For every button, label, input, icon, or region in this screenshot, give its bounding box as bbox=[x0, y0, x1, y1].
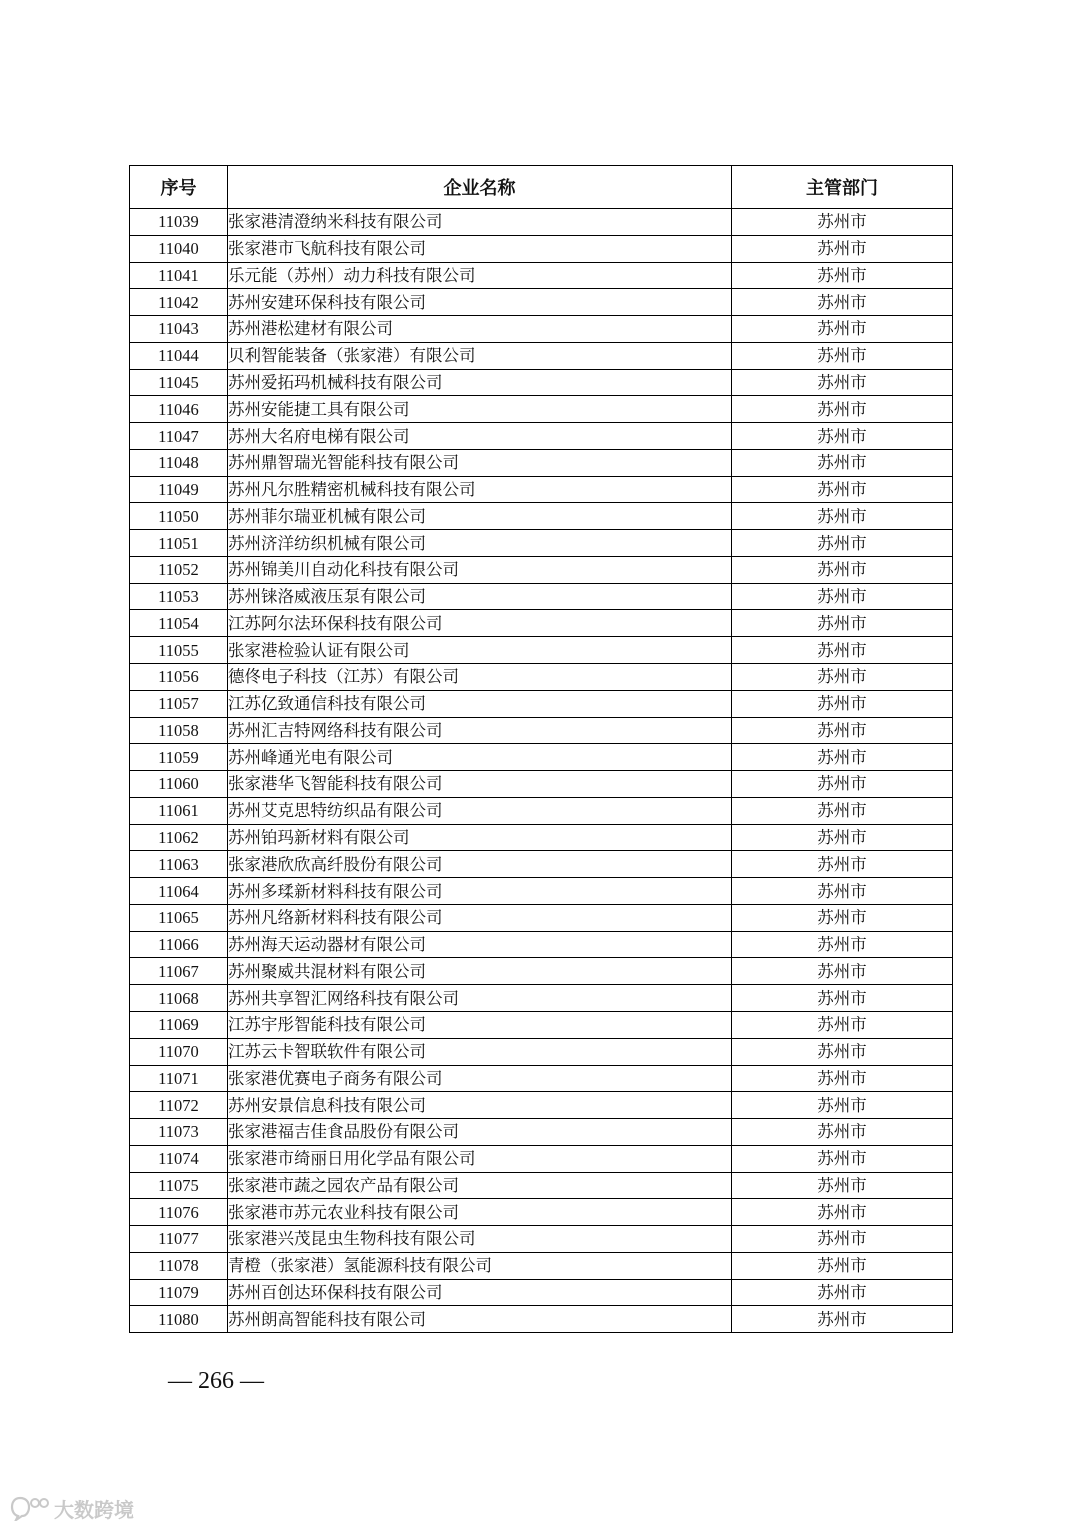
cell-serial-number: 11054 bbox=[130, 610, 228, 637]
cell-department: 苏州市 bbox=[732, 797, 953, 824]
cell-company-name: 江苏宇彤智能科技有限公司 bbox=[228, 1011, 732, 1038]
table-row bbox=[130, 476, 953, 503]
cell-company-name: 苏州济洋纺织机械有限公司 bbox=[228, 530, 732, 557]
cell-company-name: 苏州百创达环保科技有限公司 bbox=[228, 1279, 732, 1306]
cell-serial-number: 11068 bbox=[130, 985, 228, 1012]
cell-company-name: 张家港兴茂昆虫生物科技有限公司 bbox=[228, 1226, 732, 1253]
cell-company-name: 张家港市飞航科技有限公司 bbox=[228, 235, 732, 262]
cell-serial-number: 11079 bbox=[130, 1279, 228, 1306]
table-row bbox=[130, 904, 953, 931]
cell-serial-number: 11064 bbox=[130, 878, 228, 905]
table-row bbox=[130, 1226, 953, 1253]
cell-department: 苏州市 bbox=[732, 556, 953, 583]
cell-department: 苏州市 bbox=[732, 235, 953, 262]
cell-serial-number: 11080 bbox=[130, 1306, 228, 1333]
cell-serial-number: 11067 bbox=[130, 958, 228, 985]
cell-company-name: 张家港市苏元农业科技有限公司 bbox=[228, 1199, 732, 1226]
table-row bbox=[130, 1119, 953, 1146]
cell-department: 苏州市 bbox=[732, 1038, 953, 1065]
cell-company-name: 张家港华飞智能科技有限公司 bbox=[228, 771, 732, 798]
cell-company-name: 苏州鼎智瑞光智能科技有限公司 bbox=[228, 449, 732, 476]
table-row bbox=[130, 1038, 953, 1065]
cell-serial-number: 11051 bbox=[130, 530, 228, 557]
cell-department: 苏州市 bbox=[732, 209, 953, 236]
table-row bbox=[130, 1065, 953, 1092]
page-number: — 266 — bbox=[168, 1368, 264, 1394]
table-row bbox=[130, 235, 953, 262]
cell-serial-number: 11042 bbox=[130, 289, 228, 316]
cell-serial-number: 11045 bbox=[130, 369, 228, 396]
watermark bbox=[10, 1493, 134, 1523]
header-company-name: 企业名称 bbox=[228, 166, 732, 209]
cell-serial-number: 11044 bbox=[130, 342, 228, 369]
cell-department: 苏州市 bbox=[732, 931, 953, 958]
cell-serial-number: 11046 bbox=[130, 396, 228, 423]
table-row bbox=[130, 369, 953, 396]
cell-department: 苏州市 bbox=[732, 717, 953, 744]
cell-department: 苏州市 bbox=[732, 262, 953, 289]
cell-serial-number: 11053 bbox=[130, 583, 228, 610]
cell-serial-number: 11050 bbox=[130, 503, 228, 530]
cell-serial-number: 11059 bbox=[130, 744, 228, 771]
table-row bbox=[130, 209, 953, 236]
cell-serial-number: 11060 bbox=[130, 771, 228, 798]
cell-department: 苏州市 bbox=[732, 423, 953, 450]
cell-company-name: 苏州铂玛新材料有限公司 bbox=[228, 824, 732, 851]
table-row bbox=[130, 771, 953, 798]
chat-bubble-logo-icon bbox=[10, 1495, 50, 1521]
cell-serial-number: 11061 bbox=[130, 797, 228, 824]
table-row bbox=[130, 851, 953, 878]
table-row bbox=[130, 1279, 953, 1306]
cell-department: 苏州市 bbox=[732, 503, 953, 530]
cell-department: 苏州市 bbox=[732, 1119, 953, 1146]
cell-department: 苏州市 bbox=[732, 583, 953, 610]
cell-company-name: 苏州凡尔胜精密机械科技有限公司 bbox=[228, 476, 732, 503]
cell-department: 苏州市 bbox=[732, 342, 953, 369]
cell-department: 苏州市 bbox=[732, 1011, 953, 1038]
table-header-row bbox=[130, 166, 953, 209]
cell-department: 苏州市 bbox=[732, 904, 953, 931]
cell-department: 苏州市 bbox=[732, 316, 953, 343]
table-row bbox=[130, 1306, 953, 1333]
cell-department: 苏州市 bbox=[732, 851, 953, 878]
cell-serial-number: 11071 bbox=[130, 1065, 228, 1092]
cell-serial-number: 11073 bbox=[130, 1119, 228, 1146]
cell-serial-number: 11065 bbox=[130, 904, 228, 931]
cell-serial-number: 11070 bbox=[130, 1038, 228, 1065]
cell-serial-number: 11055 bbox=[130, 637, 228, 664]
cell-company-name: 贝利智能装备（张家港）有限公司 bbox=[228, 342, 732, 369]
table-row bbox=[130, 690, 953, 717]
cell-serial-number: 11052 bbox=[130, 556, 228, 583]
cell-department: 苏州市 bbox=[732, 289, 953, 316]
cell-department: 苏州市 bbox=[732, 1226, 953, 1253]
table-row bbox=[130, 637, 953, 664]
table-row bbox=[130, 262, 953, 289]
cell-company-name: 张家港清澄纳米科技有限公司 bbox=[228, 209, 732, 236]
cell-serial-number: 11075 bbox=[130, 1172, 228, 1199]
table-row bbox=[130, 717, 953, 744]
cell-department: 苏州市 bbox=[732, 476, 953, 503]
table-row bbox=[130, 958, 953, 985]
cell-serial-number: 11043 bbox=[130, 316, 228, 343]
cell-serial-number: 11047 bbox=[130, 423, 228, 450]
cell-company-name: 苏州海天运动器材有限公司 bbox=[228, 931, 732, 958]
cell-department: 苏州市 bbox=[732, 958, 953, 985]
cell-department: 苏州市 bbox=[732, 1252, 953, 1279]
cell-company-name: 苏州菲尔瑞亚机械有限公司 bbox=[228, 503, 732, 530]
cell-company-name: 苏州峰通光电有限公司 bbox=[228, 744, 732, 771]
cell-department: 苏州市 bbox=[732, 690, 953, 717]
cell-department: 苏州市 bbox=[732, 1279, 953, 1306]
cell-department: 苏州市 bbox=[732, 530, 953, 557]
cell-company-name: 张家港市蔬之园农产品有限公司 bbox=[228, 1172, 732, 1199]
table-row bbox=[130, 1092, 953, 1119]
cell-company-name: 张家港福吉佳食品股份有限公司 bbox=[228, 1119, 732, 1146]
cell-department: 苏州市 bbox=[732, 985, 953, 1012]
table-row bbox=[130, 985, 953, 1012]
cell-company-name: 苏州安建环保科技有限公司 bbox=[228, 289, 732, 316]
cell-company-name: 苏州共享智汇网络科技有限公司 bbox=[228, 985, 732, 1012]
cell-serial-number: 11056 bbox=[130, 664, 228, 691]
table-row bbox=[130, 342, 953, 369]
cell-company-name: 苏州锦美川自动化科技有限公司 bbox=[228, 556, 732, 583]
header-serial-number: 序号 bbox=[130, 166, 228, 209]
table-row bbox=[130, 664, 953, 691]
table-row bbox=[130, 503, 953, 530]
cell-serial-number: 11069 bbox=[130, 1011, 228, 1038]
cell-company-name: 苏州大名府电梯有限公司 bbox=[228, 423, 732, 450]
cell-serial-number: 11049 bbox=[130, 476, 228, 503]
cell-company-name: 张家港市绮丽日用化学品有限公司 bbox=[228, 1145, 732, 1172]
cell-company-name: 苏州聚威共混材料有限公司 bbox=[228, 958, 732, 985]
table-row bbox=[130, 1252, 953, 1279]
cell-company-name: 苏州朗高智能科技有限公司 bbox=[228, 1306, 732, 1333]
cell-company-name: 江苏云卡智联软件有限公司 bbox=[228, 1038, 732, 1065]
cell-department: 苏州市 bbox=[732, 1306, 953, 1333]
cell-company-name: 苏州多瑈新材料科技有限公司 bbox=[228, 878, 732, 905]
table-row bbox=[130, 289, 953, 316]
cell-department: 苏州市 bbox=[732, 1065, 953, 1092]
table-row bbox=[130, 744, 953, 771]
cell-department: 苏州市 bbox=[732, 396, 953, 423]
table-row bbox=[130, 556, 953, 583]
cell-company-name: 苏州安能捷工具有限公司 bbox=[228, 396, 732, 423]
cell-department: 苏州市 bbox=[732, 664, 953, 691]
header-department: 主管部门 bbox=[732, 166, 953, 209]
cell-department: 苏州市 bbox=[732, 610, 953, 637]
cell-serial-number: 11058 bbox=[130, 717, 228, 744]
cell-company-name: 张家港优赛电子商务有限公司 bbox=[228, 1065, 732, 1092]
cell-serial-number: 11063 bbox=[130, 851, 228, 878]
cell-company-name: 苏州汇吉特网络科技有限公司 bbox=[228, 717, 732, 744]
cell-serial-number: 11076 bbox=[130, 1199, 228, 1226]
table-row bbox=[130, 1145, 953, 1172]
table-row bbox=[130, 1199, 953, 1226]
cell-serial-number: 11041 bbox=[130, 262, 228, 289]
cell-serial-number: 11039 bbox=[130, 209, 228, 236]
cell-serial-number: 11074 bbox=[130, 1145, 228, 1172]
cell-department: 苏州市 bbox=[732, 1092, 953, 1119]
table-row bbox=[130, 797, 953, 824]
cell-department: 苏州市 bbox=[732, 1145, 953, 1172]
cell-company-name: 德佟电子科技（江苏）有限公司 bbox=[228, 664, 732, 691]
table-row bbox=[130, 583, 953, 610]
cell-department: 苏州市 bbox=[732, 1199, 953, 1226]
cell-company-name: 苏州艾克思特纺织品有限公司 bbox=[228, 797, 732, 824]
table-row bbox=[130, 449, 953, 476]
cell-department: 苏州市 bbox=[732, 369, 953, 396]
cell-company-name: 苏州铼洛威液压泵有限公司 bbox=[228, 583, 732, 610]
cell-company-name: 苏州安景信息科技有限公司 bbox=[228, 1092, 732, 1119]
table-row bbox=[130, 931, 953, 958]
cell-serial-number: 11040 bbox=[130, 235, 228, 262]
cell-company-name: 江苏阿尔法环保科技有限公司 bbox=[228, 610, 732, 637]
table-row bbox=[130, 824, 953, 851]
cell-company-name: 张家港欣欣高纤股份有限公司 bbox=[228, 851, 732, 878]
cell-company-name: 苏州港松建材有限公司 bbox=[228, 316, 732, 343]
cell-department: 苏州市 bbox=[732, 1172, 953, 1199]
cell-department: 苏州市 bbox=[732, 449, 953, 476]
cell-serial-number: 11072 bbox=[130, 1092, 228, 1119]
table-row bbox=[130, 396, 953, 423]
cell-company-name: 乐元能（苏州）动力科技有限公司 bbox=[228, 262, 732, 289]
table-row bbox=[130, 1011, 953, 1038]
cell-department: 苏州市 bbox=[732, 771, 953, 798]
cell-serial-number: 11048 bbox=[130, 449, 228, 476]
table-row bbox=[130, 316, 953, 343]
cell-serial-number: 11077 bbox=[130, 1226, 228, 1253]
cell-company-name: 苏州凡络新材料科技有限公司 bbox=[228, 904, 732, 931]
table-row bbox=[130, 423, 953, 450]
cell-company-name: 张家港检验认证有限公司 bbox=[228, 637, 732, 664]
table-row bbox=[130, 1172, 953, 1199]
cell-department: 苏州市 bbox=[732, 744, 953, 771]
cell-company-name: 江苏亿致通信科技有限公司 bbox=[228, 690, 732, 717]
enterprise-table bbox=[129, 165, 953, 1333]
cell-department: 苏州市 bbox=[732, 637, 953, 664]
table-row bbox=[130, 878, 953, 905]
cell-company-name: 青橙（张家港）氢能源科技有限公司 bbox=[228, 1252, 732, 1279]
cell-department: 苏州市 bbox=[732, 824, 953, 851]
cell-serial-number: 11062 bbox=[130, 824, 228, 851]
cell-serial-number: 11066 bbox=[130, 931, 228, 958]
table-row bbox=[130, 530, 953, 557]
watermark-text: 大数跨境 bbox=[54, 1497, 134, 1522]
cell-company-name: 苏州爱拓玛机械科技有限公司 bbox=[228, 369, 732, 396]
cell-serial-number: 11078 bbox=[130, 1252, 228, 1279]
cell-department: 苏州市 bbox=[732, 878, 953, 905]
table-row bbox=[130, 610, 953, 637]
cell-serial-number: 11057 bbox=[130, 690, 228, 717]
